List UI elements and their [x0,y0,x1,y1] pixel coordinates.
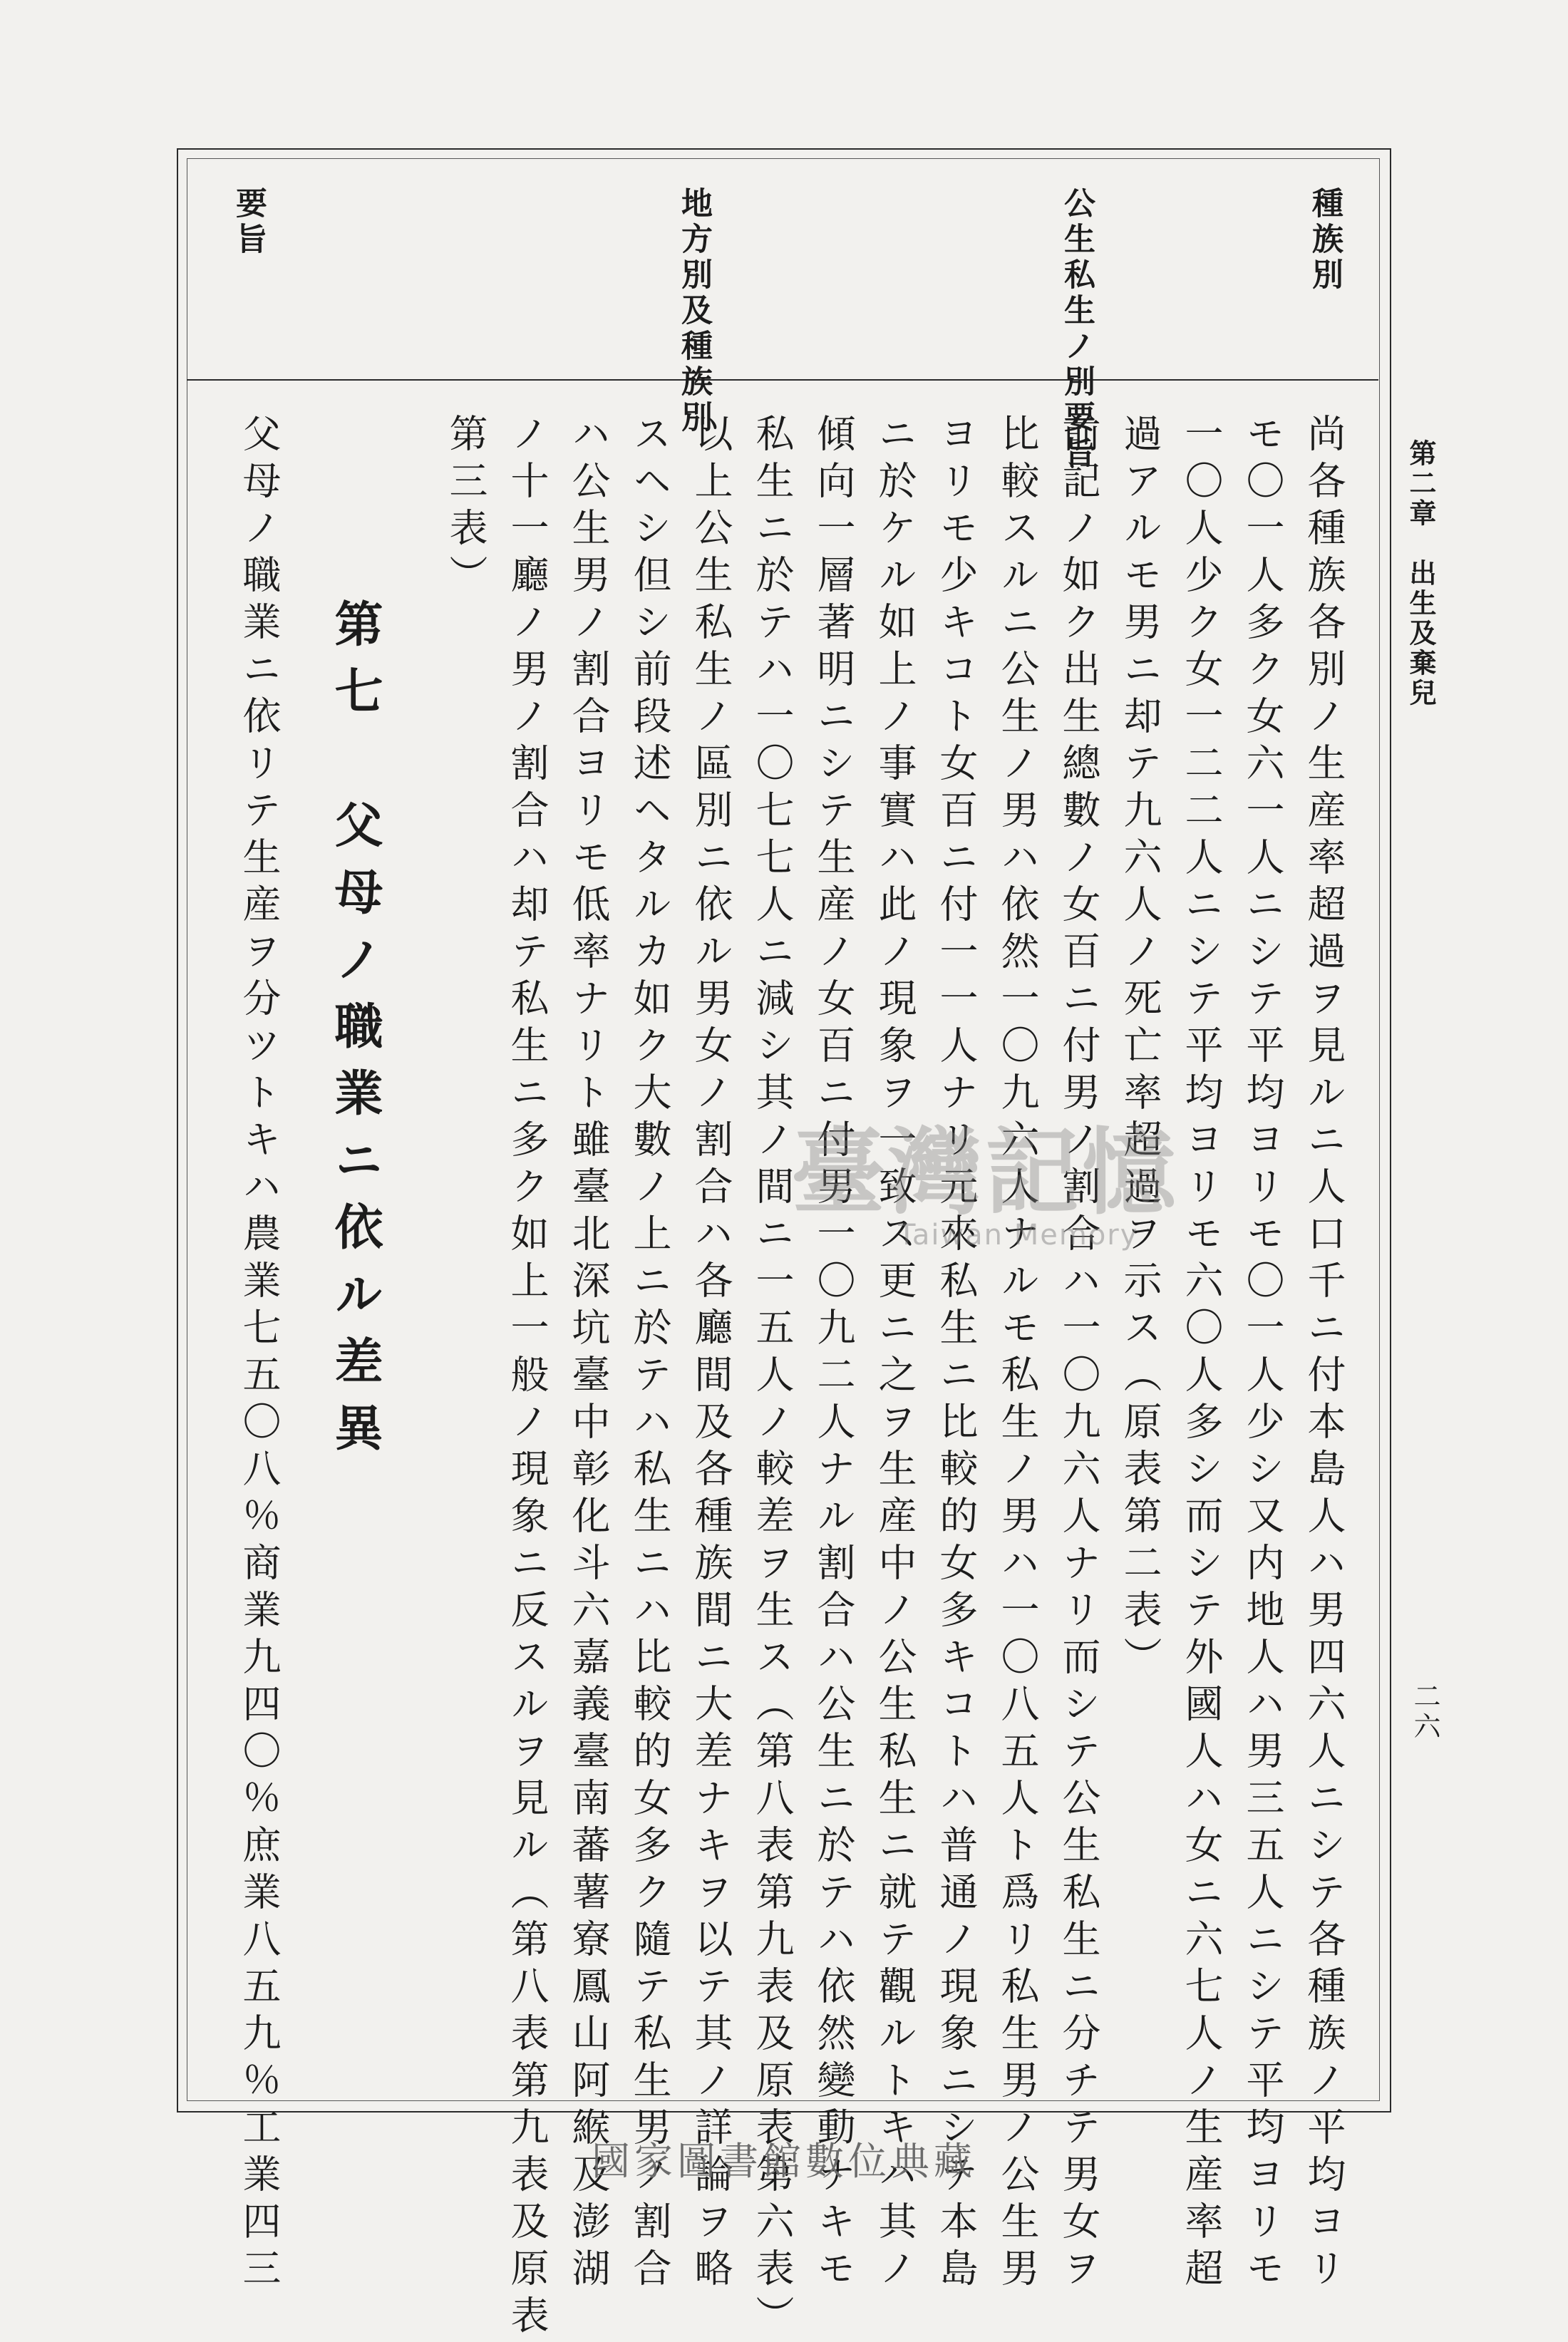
body-column-2: モ〇一人多ク女六一人ニシテ平均ヨリモ〇一人少シ又内地人ハ男三五人ニシテ平均ヨリモ [1240,413,1285,2295]
body-column-14: ノ十一廳ノ男ノ割合ハ却テ私生ニ多ク如上一般ノ現象ニ反スルヲ見ル（第八表第九表及原表 [505,413,550,2342]
body-column-13: ハ公生男ノ割合ヨリモ低率ナリト雖臺北深坑臺中彰化斗六嘉義臺南蕃薯寮鳳山阿緱及澎湖 [566,413,611,2295]
section-heading: 第七 父母ノ職業ニ依ル差異 [326,599,383,1470]
page-number: 二六 [1409,1682,1440,1742]
margin-note-race: 種族別 [1306,187,1343,294]
body-column-3: 一〇人少ク女一二二人ニシテ平均ヨリモ六〇人多シ而シテ外國人ハ女ニ六七人ノ生産率超 [1179,413,1224,2295]
body-column-1: 尚各種族各別ノ生産率超過ヲ見ルニ人口千ニ付本島人ハ男四六人ニシテ各種族ノ平均ヨリ [1301,413,1346,2295]
body-column-6: 比較スルニ公生ノ男ハ依然一〇九六人ナルモ私生ノ男ハ一〇八五人ト爲リ私生男ノ公生男 [995,413,1040,2295]
body-column-9: 傾向一層著明ニシテ生産ノ女百ニ付男一〇九二人ナル割合ハ公生ニ於テハ依然變動ナキモ [811,413,856,2295]
margin-note-region-race: 地方別及種族別 [676,187,712,436]
collection-credit: 國家圖書館數位典藏 [592,2139,976,2184]
body-column-4: 過アルモ男ニ却テ九六人ノ死亡率超過ヲ示ス（原表第二表） [1118,413,1162,1683]
watermark [791,1118,1276,1262]
body-column-5: 前記ノ如ク出生總數ノ女百ニ付男ノ割合ハ一〇九六人ナリ而シテ公生私生ニ分チテ男女ヲ [1056,413,1101,2295]
body-column-11: 以上公生私生ノ區別ニ依ル男女ノ割合ハ各廳間及各種族間ニ大差ナキヲ以テ其ノ詳論ヲ略 [688,413,733,2295]
watermark-subtitle: Taiwan Memory [898,1219,1139,1252]
body-column-15: 第三表） [443,413,488,602]
margin-note-summary: 要旨 [230,187,267,258]
body-column-12: スヘシ但シ前段述ヘタルカ如ク大數ノ上ニ於テハ私生ニハ比較的女多ク隨テ私生男ノ割合 [627,413,672,2295]
running-head: 第二章 出生及棄兒 [1405,439,1437,708]
body-column-8: ニ於ケル如上ノ事實ハ此ノ現象ヲ一致ス更ニ之ヲ生産中ノ公生私生ニ就テ觀ルトキハ其ノ [872,413,917,2295]
body-column-16: 父母ノ職業ニ依リテ生産ヲ分ツトキハ農業七五〇八％商業九四〇％庶業八五九％工業四三 [237,413,282,2295]
margin-note-legitimacy: 公生私生ノ別要旨 [1058,187,1095,472]
header-rule [187,379,1378,381]
body-column-10: 私生ニ於テハ一〇七七人ニ減シ其ノ間ニ一五人ノ較差ヲ生ス（第八表第九表及原表第六表） [750,413,795,2342]
body-column-7: ヨリモ少キコト女百ニ付一一人ナリ元來私生ニ比較的女多キコトハ普通ノ現象ニシテ本島 [934,413,979,2295]
watermark-logo-text: 臺灣記憶 [791,1118,1179,1228]
